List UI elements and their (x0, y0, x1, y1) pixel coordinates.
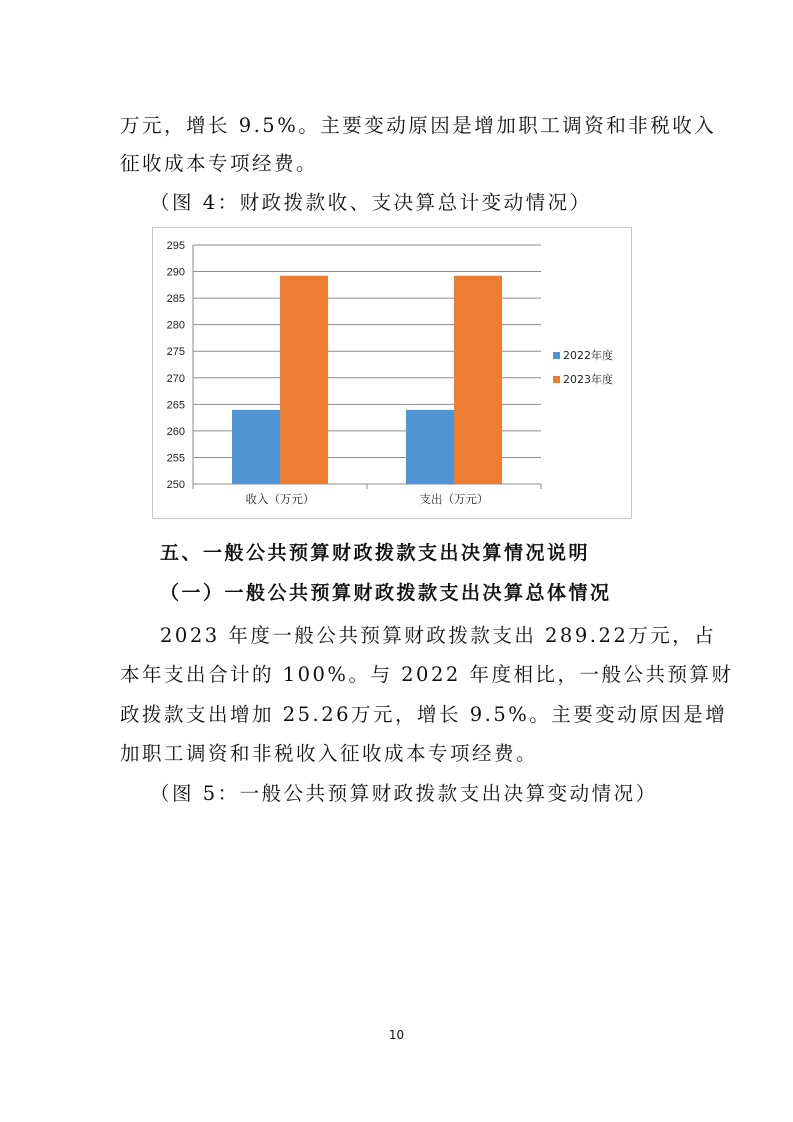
y-tick-label: 265 (166, 399, 185, 412)
legend-label: 2022年度 (563, 349, 613, 362)
bar-chart (152, 227, 632, 519)
page-number: 10 (388, 1028, 405, 1042)
x-tick-label: 支出（万元） (419, 492, 489, 506)
paragraph-line: 本年支出合计的 100%。与 2022 年度相比，一般公共预算财 (120, 663, 734, 686)
bar (232, 410, 280, 484)
figure-caption: （图 5：一般公共预算财政拨款支出决算变动情况） (150, 782, 658, 805)
bar (454, 276, 502, 484)
legend-swatch (553, 352, 560, 359)
y-tick-label: 270 (166, 372, 185, 385)
chart-canvas (153, 228, 631, 518)
y-tick-label: 250 (166, 479, 185, 491)
bar (406, 410, 454, 484)
legend-swatch (553, 376, 560, 383)
section-heading: 五、一般公共预算财政拨款支出决算情况说明 (160, 542, 591, 564)
y-tick-label: 280 (166, 319, 185, 332)
y-tick-label: 290 (166, 266, 185, 279)
x-tick-label: 收入（万元） (245, 492, 315, 506)
y-tick-label: 295 (166, 240, 185, 252)
legend-label: 2023年度 (563, 373, 613, 386)
figure-caption: （图 4：财政拨款收、支决算总计变动情况） (150, 191, 592, 214)
y-tick-label: 285 (166, 293, 185, 306)
y-tick-label: 260 (166, 425, 185, 438)
paragraph-line: 征收成本专项经费。 (120, 152, 319, 175)
paragraph-line: 政拨款支出增加 25.26万元，增长 9.5%。主要变动原因是增 (120, 703, 728, 726)
paragraph-line: 加职工调资和非税收入征收成本专项经费。 (120, 742, 539, 765)
bar (280, 276, 328, 484)
paragraph-line: 万元，增长 9.5%。主要变动原因是增加职工调资和非税收入 (120, 114, 717, 137)
sub-heading: （一）一般公共预算财政拨款支出决算总体情况 (160, 582, 612, 604)
paragraph-line: 2023 年度一般公共预算财政拨款支出 289.22万元，占 (160, 624, 717, 647)
y-tick-label: 275 (166, 346, 185, 359)
y-tick-label: 255 (166, 452, 185, 465)
